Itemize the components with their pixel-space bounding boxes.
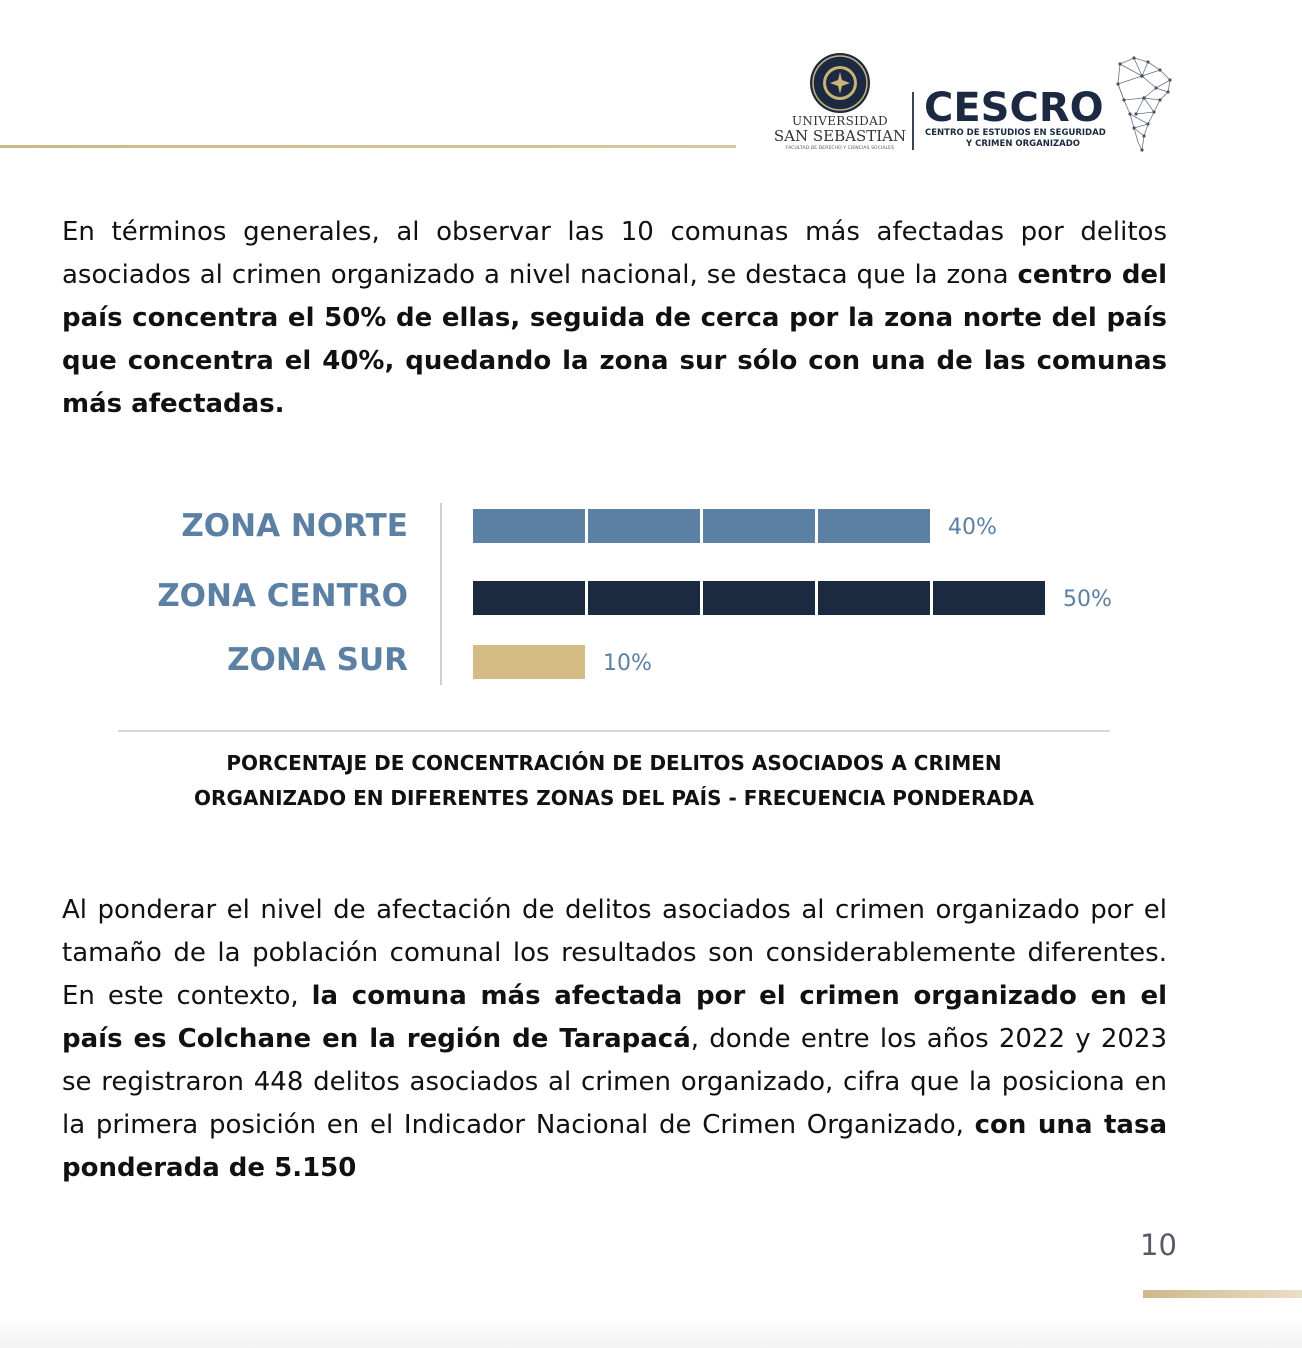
header-gold-rule bbox=[0, 145, 736, 148]
chart-caption-line2: ORGANIZADO EN DIFERENTES ZONAS DEL PAÍS - FRECUENCIA PONDERADA bbox=[194, 786, 1034, 810]
value-label-zona-norte: 40% bbox=[948, 515, 997, 540]
page-number: 10 bbox=[1140, 1228, 1177, 1262]
bar-segment-zona-sur bbox=[473, 645, 585, 679]
weighted-text-1: Al ponderar el nivel de afectación de delitos asociados al crimen organizado por el tamaño de la población comunal los resultados son considerablemente diferentes. En este contexto, bbox=[62, 895, 1167, 1011]
logo-divider bbox=[912, 92, 914, 150]
category-label-zona-sur: ZONA SUR bbox=[227, 642, 408, 678]
weighted-text-2: , donde entre los años 2022 y 2023 se registraron 448 delitos asociados al crimen organizado, cifra que la posiciona en la primera posición en el Indicador Nacional de Crimen Organizado, bbox=[62, 1024, 1167, 1140]
bar-segment-zona-norte bbox=[473, 509, 585, 543]
cescro-name: CESCRO bbox=[924, 85, 1104, 131]
chart-divider bbox=[118, 730, 1110, 732]
bar-segment-zona-norte bbox=[703, 509, 815, 543]
bar-segment-zona-centro bbox=[818, 581, 930, 615]
bar-segment-zona-centro bbox=[933, 581, 1045, 615]
footer-gold-rule bbox=[1143, 1290, 1302, 1298]
south-america-network-icon bbox=[1112, 54, 1174, 156]
university-faculty: FACULTAD DE DERECHO Y CIENCIAS SOCIALES bbox=[785, 146, 895, 151]
intro-bold-text: centro del país concentra el 50% de ellas, seguida de cerca por la zona norte del país que concentra el 40%, quedando la zona sur sólo con una de las comunas más afectadas. bbox=[62, 260, 1167, 419]
zone-concentration-chart bbox=[100, 495, 1160, 695]
intro-paragraph bbox=[62, 211, 1167, 426]
cescro-subtitle-line1: CENTRO DE ESTUDIOS EN SEGURIDAD bbox=[925, 128, 1106, 138]
chart-axis bbox=[440, 503, 442, 685]
university-name-line1: UNIVERSIDAD bbox=[792, 114, 888, 128]
chart-caption bbox=[118, 746, 1110, 816]
bar-segment-zona-centro bbox=[473, 581, 585, 615]
chart-caption-line1: PORCENTAJE DE CONCENTRACIÓN DE DELITOS ASOCIADOS A CRIMEN bbox=[226, 751, 1002, 775]
university-seal-icon bbox=[809, 52, 871, 114]
cescro-subtitle-line2: Y CRIMEN ORGANIZADO bbox=[966, 139, 1081, 149]
weighted-bold-1: la comuna más afectada por el crimen organizado en el país es Colchane en la región de Tarapacá bbox=[62, 981, 1167, 1054]
weighted-bold-2: con una tasa ponderada de 5.150 bbox=[62, 1110, 1167, 1183]
page-bottom-edge bbox=[0, 1318, 1302, 1348]
weighted-results-paragraph bbox=[62, 889, 1167, 1190]
intro-text: En términos generales, al observar las 10 comunas más afectadas por delitos asociados al crimen organizado a nivel nacional, se destaca que la zona bbox=[62, 217, 1167, 290]
bar-segment-zona-norte bbox=[588, 509, 700, 543]
university-logo bbox=[772, 52, 908, 153]
value-label-zona-sur: 10% bbox=[603, 651, 652, 676]
bar-segment-zona-norte bbox=[818, 509, 930, 543]
category-label-zona-centro: ZONA CENTRO bbox=[157, 578, 408, 614]
bar-segment-zona-centro bbox=[703, 581, 815, 615]
university-name-line2: SAN SEBASTIAN bbox=[773, 127, 907, 145]
value-label-zona-centro: 50% bbox=[1063, 587, 1112, 612]
bar-segment-zona-centro bbox=[588, 581, 700, 615]
category-label-zona-norte: ZONA NORTE bbox=[181, 508, 408, 544]
